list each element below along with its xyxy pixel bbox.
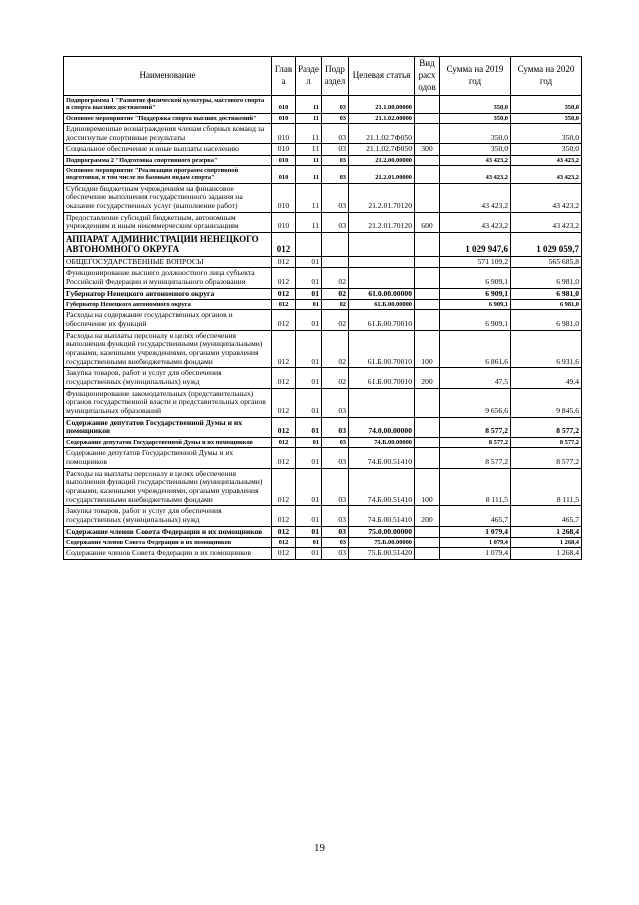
cell-sum-2020: 8 111,5 (511, 468, 582, 506)
cell-podrazdel: 03 (322, 155, 349, 165)
cell-sum-2020: 43 423,2 (511, 155, 582, 165)
cell-sum-2020: 8 577,2 (511, 417, 582, 437)
cell-glava: 012 (272, 526, 296, 538)
cell-glava: 010 (272, 96, 296, 114)
cell-sum-2020: 9 845,6 (511, 388, 582, 417)
cell-sum-2020: 6 981,0 (511, 268, 582, 288)
cell-glava: 010 (272, 166, 296, 184)
cell-podrazdel (322, 233, 349, 257)
cell-podrazdel: 02 (322, 288, 349, 300)
cell-razdel: 01 (296, 300, 322, 310)
header-name: Наименование (64, 57, 272, 96)
cell-article: 74.0.00.00000 (349, 417, 415, 437)
cell-article: 21.1.00.00000 (349, 96, 415, 114)
cell-sum-2019: 350,0 (440, 113, 511, 123)
cell-article: 74.Б.00.51410 (349, 506, 415, 526)
cell-vid (415, 113, 440, 123)
table-row (64, 388, 582, 417)
cell-razdel: 01 (296, 468, 322, 506)
cell-glava: 012 (272, 538, 296, 548)
cell-glava: 012 (272, 310, 296, 330)
cell-glava: 012 (272, 468, 296, 506)
table-row (64, 548, 582, 560)
table-row (64, 437, 582, 447)
cell-razdel: 01 (296, 448, 322, 468)
cell-vid (415, 300, 440, 310)
document-page (63, 56, 581, 560)
cell-sum-2019: 8 111,5 (440, 468, 511, 506)
cell-sum-2019: 6 909,1 (440, 300, 511, 310)
cell-name: Содержание депутатов Государственной Думы и их помощников (64, 448, 272, 468)
cell-vid (415, 256, 440, 268)
cell-name: Социальное обеспечение и иные выплаты населению (64, 144, 272, 156)
cell-razdel: 11 (296, 166, 322, 184)
cell-name: Закупка товаров, работ и услуг для обеспечения государственных (муниципальных) нужд (64, 368, 272, 388)
cell-razdel: 01 (296, 268, 322, 288)
cell-sum-2020: 1 268,4 (511, 526, 582, 538)
table-row (64, 288, 582, 300)
cell-podrazdel: 03 (322, 437, 349, 447)
table-row (64, 166, 582, 184)
header-sum-2020: Сумма на 2020 год (511, 57, 582, 96)
cell-vid (415, 268, 440, 288)
table-row (64, 506, 582, 526)
cell-sum-2019: 350,0 (440, 144, 511, 156)
cell-name: Содержание депутатов Государственной Думы и их помощников (64, 437, 272, 447)
cell-podrazdel: 03 (322, 212, 349, 232)
cell-razdel (296, 233, 322, 257)
cell-sum-2019: 6 861,6 (440, 330, 511, 368)
cell-article: 21.2.00.00000 (349, 155, 415, 165)
cell-vid: 300 (415, 144, 440, 156)
cell-article: 75.Б.00.51420 (349, 548, 415, 560)
table-row (64, 300, 582, 310)
cell-razdel: 01 (296, 548, 322, 560)
cell-podrazdel: 02 (322, 300, 349, 310)
table-row (64, 183, 582, 212)
cell-sum-2019: 571 109,2 (440, 256, 511, 268)
cell-podrazdel: 03 (322, 538, 349, 548)
cell-glava: 010 (272, 123, 296, 143)
cell-sum-2019: 8 577,2 (440, 448, 511, 468)
cell-name: Расходы на содержание государственных органов и обеспечение их функций (64, 310, 272, 330)
cell-glava: 012 (272, 256, 296, 268)
cell-sum-2020: 350,0 (511, 144, 582, 156)
cell-article: 75.0.00.00000 (349, 526, 415, 538)
table-header-row (64, 57, 582, 96)
cell-glava: 012 (272, 506, 296, 526)
cell-podrazdel: 02 (322, 330, 349, 368)
cell-sum-2020: 1 268,4 (511, 548, 582, 560)
cell-glava: 010 (272, 155, 296, 165)
cell-vid (415, 233, 440, 257)
table-row (64, 538, 582, 548)
cell-podrazdel: 03 (322, 96, 349, 114)
cell-podrazdel: 03 (322, 113, 349, 123)
table-body (64, 96, 582, 560)
cell-name: Предоставление субсидий бюджетным, автономным учреждениям и иным некоммерческим организациям (64, 212, 272, 232)
cell-sum-2020: 6 931,6 (511, 330, 582, 368)
cell-vid (415, 526, 440, 538)
cell-glava: 012 (272, 300, 296, 310)
cell-name: Губернатор Ненецкого автономного округа (64, 288, 272, 300)
cell-article (349, 233, 415, 257)
cell-glava: 012 (272, 548, 296, 560)
cell-sum-2019: 465,7 (440, 506, 511, 526)
cell-article: 21.1.02.00000 (349, 113, 415, 123)
table-row (64, 268, 582, 288)
cell-name: Субсидии бюджетным учреждениям на финансовое обеспечение выполнения государственного задания на оказание государственных услуг (выполнение работ) (64, 183, 272, 212)
cell-article: 74.Б.00.51410 (349, 468, 415, 506)
cell-glava: 012 (272, 437, 296, 447)
cell-glava: 010 (272, 212, 296, 232)
cell-podrazdel: 02 (322, 310, 349, 330)
cell-sum-2020: 43 423,2 (511, 183, 582, 212)
cell-name: Содержание членов Совета Федерации и их помощников (64, 538, 272, 548)
cell-article: 21.2.01.70120 (349, 183, 415, 212)
cell-article: 21.1.02.7Ф050 (349, 123, 415, 143)
cell-razdel: 01 (296, 437, 322, 447)
cell-article (349, 256, 415, 268)
cell-sum-2019: 43 423,2 (440, 212, 511, 232)
cell-article (349, 268, 415, 288)
cell-sum-2020: 43 423,2 (511, 166, 582, 184)
cell-article: 61.0.00.00000 (349, 288, 415, 300)
cell-name: Единовременные вознаграждения членам сборных команд за достигнутые спортивные результаты (64, 123, 272, 143)
cell-name: Функционирование высшего должностного лица субъекта Российской Федерации и муниципального образования (64, 268, 272, 288)
cell-sum-2020: 465,7 (511, 506, 582, 526)
cell-razdel: 11 (296, 123, 322, 143)
cell-razdel: 01 (296, 538, 322, 548)
cell-podrazdel: 03 (322, 526, 349, 538)
cell-razdel: 01 (296, 526, 322, 538)
cell-sum-2020: 6 981,0 (511, 310, 582, 330)
cell-razdel: 01 (296, 388, 322, 417)
cell-article: 21.2.01.70120 (349, 212, 415, 232)
cell-article: 75.Б.00.00000 (349, 538, 415, 548)
table-row (64, 310, 582, 330)
header-glava: Глав а (272, 57, 296, 96)
cell-sum-2020: 350,0 (511, 123, 582, 143)
cell-name: Подпрограмма 2 "Подготовка спортивного резерва" (64, 155, 272, 165)
cell-article: 21.2.01.00000 (349, 166, 415, 184)
cell-sum-2020: 8 577,2 (511, 448, 582, 468)
cell-podrazdel: 02 (322, 268, 349, 288)
cell-sum-2019: 43 423,2 (440, 155, 511, 165)
cell-sum-2019: 9 656,6 (440, 388, 511, 417)
cell-vid: 600 (415, 212, 440, 232)
cell-name: Основное мероприятие "Реализация программ спортивной подготовки, в том числе по базовым видам спорта" (64, 166, 272, 184)
table-row (64, 256, 582, 268)
cell-name: Содержание членов Совета Федерации и их помощников (64, 526, 272, 538)
cell-glava: 012 (272, 268, 296, 288)
cell-sum-2020: 43 423,2 (511, 212, 582, 232)
cell-vid (415, 183, 440, 212)
table-row (64, 123, 582, 143)
cell-sum-2019: 8 577,2 (440, 437, 511, 447)
cell-name: Закупка товаров, работ и услуг для обеспечения государственных (муниципальных) нужд (64, 506, 272, 526)
cell-vid: 100 (415, 468, 440, 506)
cell-glava: 010 (272, 113, 296, 123)
cell-sum-2020: 1 268,4 (511, 538, 582, 548)
cell-podrazdel: 03 (322, 144, 349, 156)
cell-article: 74.Б.00.00000 (349, 437, 415, 447)
cell-glava: 012 (272, 448, 296, 468)
cell-vid: 100 (415, 330, 440, 368)
cell-sum-2020: 8 577,2 (511, 437, 582, 447)
cell-article: 21.1.02.7Ф050 (349, 144, 415, 156)
cell-sum-2019: 350,0 (440, 123, 511, 143)
cell-sum-2019: 6 909,1 (440, 310, 511, 330)
cell-name: Содержание депутатов Государственной Думы и их помощников (64, 417, 272, 437)
cell-name: Губернатор Ненецкого автономного округа (64, 300, 272, 310)
cell-vid (415, 310, 440, 330)
cell-podrazdel: 03 (322, 166, 349, 184)
cell-sum-2019: 350,0 (440, 96, 511, 114)
cell-vid (415, 388, 440, 417)
header-vid: Вид расх одов (415, 57, 440, 96)
budget-table (63, 56, 582, 560)
cell-name: Расходы на выплаты персоналу в целях обеспечения выполнения функций государственными (муниципальными) органами, казенными учреждениями, органами управления государственными внебюджетными фондами (64, 330, 272, 368)
cell-podrazdel: 03 (322, 417, 349, 437)
cell-vid (415, 538, 440, 548)
cell-name: ОБЩЕГОСУДАРСТВЕННЫЕ ВОПРОСЫ (64, 256, 272, 268)
header-article: Целевая статья (349, 57, 415, 96)
cell-sum-2020: 350,0 (511, 96, 582, 114)
cell-sum-2019: 1 079,4 (440, 538, 511, 548)
cell-podrazdel: 03 (322, 548, 349, 560)
cell-sum-2020: 49,4 (511, 368, 582, 388)
cell-sum-2020: 350,0 (511, 113, 582, 123)
table-row (64, 526, 582, 538)
cell-article (349, 388, 415, 417)
cell-podrazdel: 03 (322, 183, 349, 212)
cell-razdel: 11 (296, 144, 322, 156)
table-row (64, 212, 582, 232)
cell-glava: 012 (272, 330, 296, 368)
cell-name: Функционирование законодательных (представительных) органов государственной власти и представительных органов муниципальных образований (64, 388, 272, 417)
cell-podrazdel: 02 (322, 368, 349, 388)
cell-sum-2020: 565 685,8 (511, 256, 582, 268)
table-row (64, 330, 582, 368)
cell-vid (415, 155, 440, 165)
cell-podrazdel: 03 (322, 448, 349, 468)
cell-sum-2019: 1 079,4 (440, 526, 511, 538)
cell-vid: 200 (415, 368, 440, 388)
cell-vid (415, 166, 440, 184)
cell-sum-2020: 6 981,0 (511, 288, 582, 300)
cell-razdel: 01 (296, 506, 322, 526)
cell-vid (415, 96, 440, 114)
cell-vid (415, 123, 440, 143)
cell-name: Расходы на выплаты персоналу в целях обеспечения выполнения функций государственными (муниципальными) органами, казенными учреждениями, органами управления государственными внебюджетными фондами (64, 468, 272, 506)
cell-podrazdel: 03 (322, 123, 349, 143)
cell-sum-2019: 8 577,2 (440, 417, 511, 437)
cell-sum-2019: 1 029 947,6 (440, 233, 511, 257)
cell-podrazdel (322, 256, 349, 268)
cell-sum-2019: 1 079,4 (440, 548, 511, 560)
cell-razdel: 01 (296, 417, 322, 437)
page-number: 19 (314, 842, 325, 854)
cell-vid (415, 448, 440, 468)
cell-sum-2019: 47,5 (440, 368, 511, 388)
cell-sum-2020: 6 981,0 (511, 300, 582, 310)
cell-article: 61.Б.00.70010 (349, 310, 415, 330)
table-row (64, 155, 582, 165)
cell-vid (415, 417, 440, 437)
cell-glava: 012 (272, 388, 296, 417)
cell-razdel: 01 (296, 288, 322, 300)
cell-vid (415, 548, 440, 560)
table-row (64, 468, 582, 506)
cell-glava: 012 (272, 417, 296, 437)
cell-name: Подпрограмма 1 "Развитие физической культуры, массового спорта и спорта высших достижений" (64, 96, 272, 114)
cell-name: Содержание членов Совета Федерации и их помощников (64, 548, 272, 560)
cell-name: АППАРАТ АДМИНИСТРАЦИИ НЕНЕЦКОГО АВТОНОМНОГО ОКРУГА (64, 233, 272, 257)
table-row (64, 233, 582, 257)
table-row (64, 144, 582, 156)
cell-razdel: 11 (296, 96, 322, 114)
cell-vid: 200 (415, 506, 440, 526)
header-podrazdel: Подр аздел (322, 57, 349, 96)
cell-glava: 012 (272, 368, 296, 388)
cell-article: 61.Б.00.70010 (349, 368, 415, 388)
table-row (64, 417, 582, 437)
cell-razdel: 01 (296, 330, 322, 368)
cell-sum-2020: 1 029 059,7 (511, 233, 582, 257)
cell-podrazdel: 03 (322, 468, 349, 506)
cell-razdel: 11 (296, 212, 322, 232)
cell-sum-2019: 6 909,1 (440, 268, 511, 288)
table-row (64, 448, 582, 468)
cell-razdel: 11 (296, 183, 322, 212)
table-row (64, 113, 582, 123)
cell-name: Основное мероприятие "Поддержка спорта высших достижений" (64, 113, 272, 123)
cell-glava: 010 (272, 144, 296, 156)
cell-podrazdel: 03 (322, 388, 349, 417)
cell-glava: 012 (272, 288, 296, 300)
cell-glava: 010 (272, 183, 296, 212)
table-row (64, 368, 582, 388)
cell-glava: 012 (272, 233, 296, 257)
table-row (64, 96, 582, 114)
cell-razdel: 01 (296, 368, 322, 388)
cell-podrazdel: 03 (322, 506, 349, 526)
cell-article: 61.Б.00.00000 (349, 300, 415, 310)
cell-article: 61.Б.00.70010 (349, 330, 415, 368)
cell-article: 74.Б.00.51410 (349, 448, 415, 468)
header-razdel: Разде л (296, 57, 322, 96)
cell-razdel: 01 (296, 310, 322, 330)
cell-razdel: 01 (296, 256, 322, 268)
cell-sum-2019: 43 423,2 (440, 166, 511, 184)
cell-vid (415, 437, 440, 447)
cell-razdel: 11 (296, 113, 322, 123)
cell-razdel: 11 (296, 155, 322, 165)
header-sum-2019: Сумма на 2019 год (440, 57, 511, 96)
cell-vid (415, 288, 440, 300)
cell-sum-2019: 6 909,1 (440, 288, 511, 300)
cell-sum-2019: 43 423,2 (440, 183, 511, 212)
